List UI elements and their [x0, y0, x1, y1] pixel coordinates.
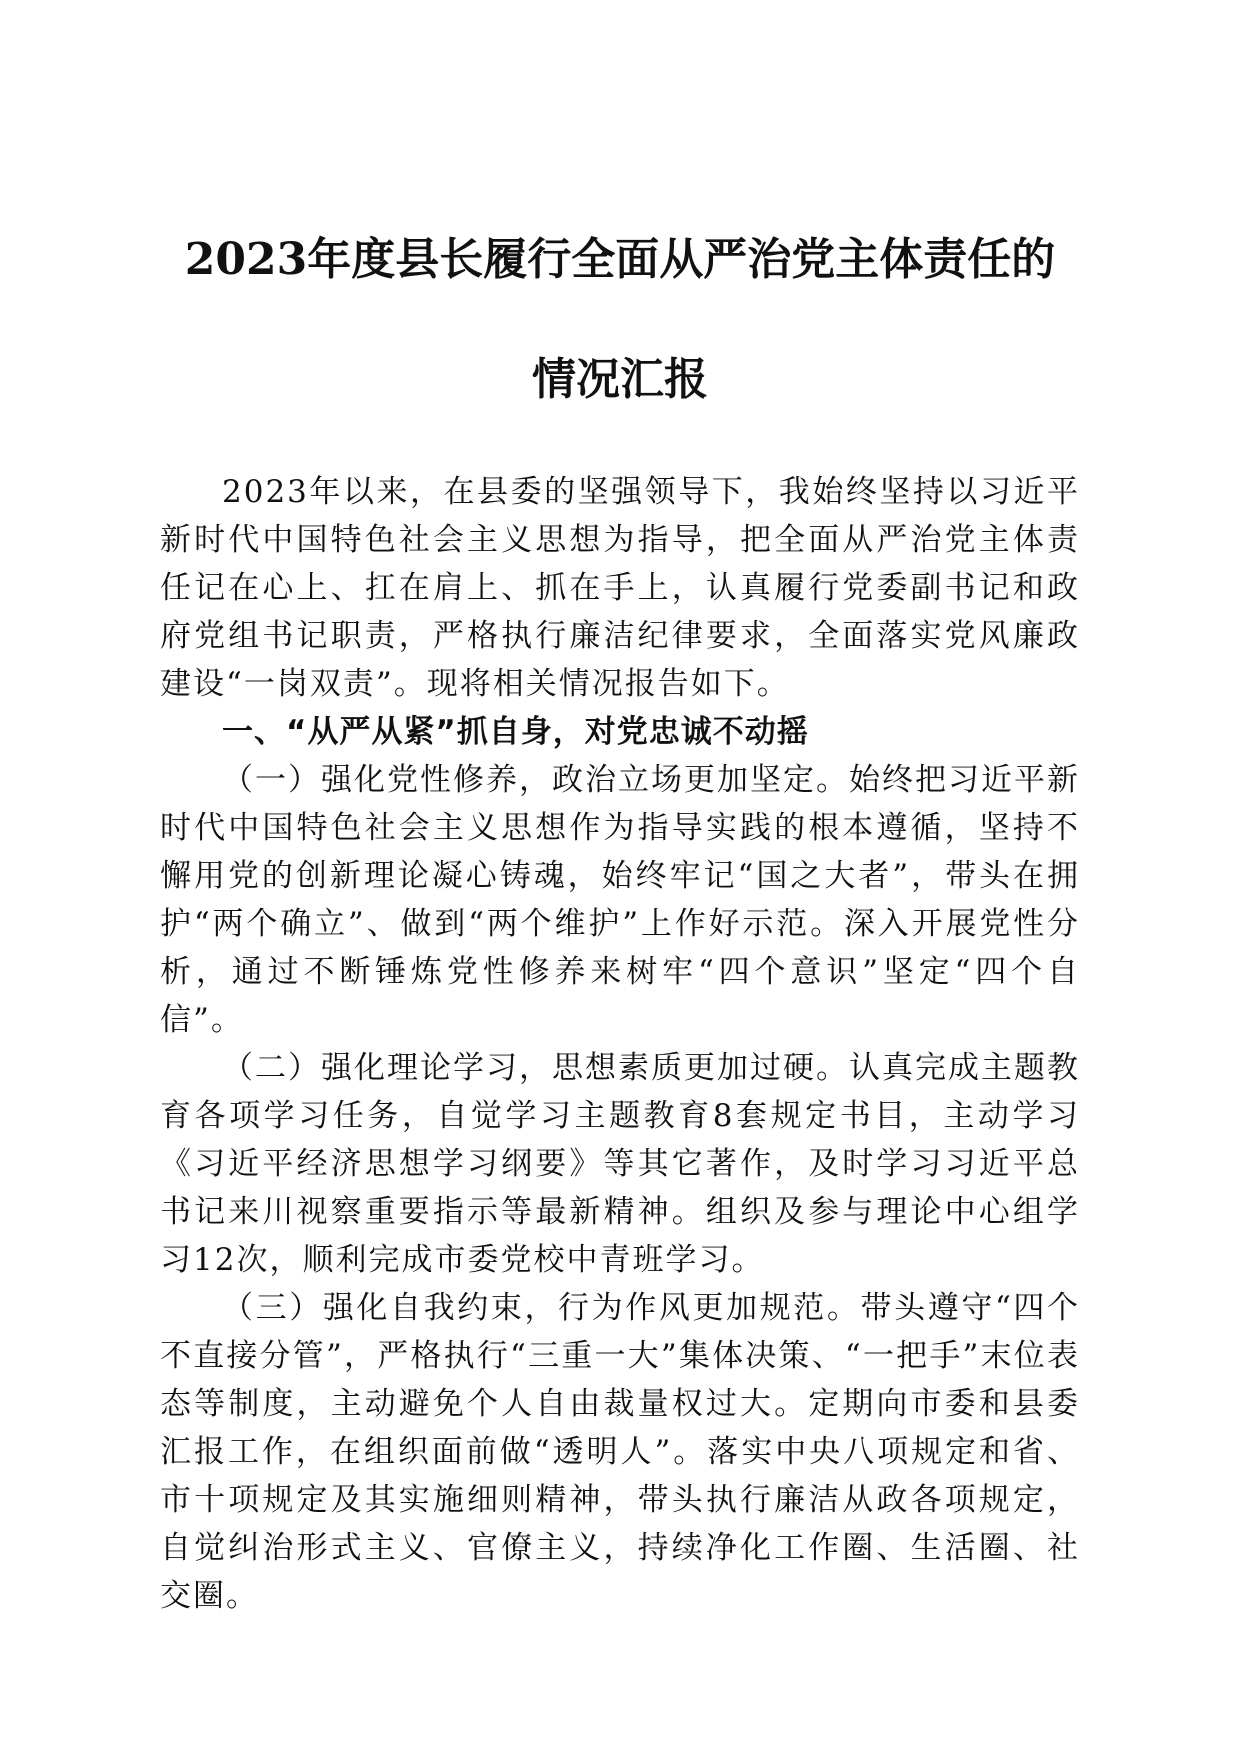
document-title-line-1: 2023年度县长履行全面从严治党主体责任的	[184, 234, 1056, 285]
section-heading-1: 一、“从严从紧”抓自身，对党忠诚不动摇	[222, 714, 809, 750]
paragraph-3-text: 带头遵守“四个不直接分管”，严格执行“三重一大”集体决策、“一把手”末位表态等制度，主动避免个人自由裁量权过大。定期向市委和县委汇报工作，在组织面前做“透明人”。落实中央八项规定和省、市十项规定及其实施细则精神，带头执行廉洁从政各项规定，自觉纠治形式主义、官僚主义，持续净化工作圈、生活圈、社交圈。	[160, 1290, 1080, 1614]
paragraph-3	[160, 1284, 1080, 1620]
paragraph-2	[160, 1044, 1080, 1284]
document-title-line-2: 情况汇报	[532, 354, 708, 405]
paragraph-3-lead: （三）强化自我约束，行为作风更加规范。	[222, 1290, 861, 1326]
intro-paragraph: 2023年以来，在县委的坚强领导下，我始终坚持以习近平新时代中国特色社会主义思想为指导，把全面从严治党主体责任记在心上、扛在肩上、抓在手上，认真履行党委副书记和政府党组书记职责，严格执行廉洁纪律要求，全面落实党风廉政建设“一岗双责”。现将相关情况报告如下。	[160, 474, 1080, 702]
paragraph-1	[160, 756, 1080, 1044]
paragraph-2-lead: （二）强化理论学习，思想素质更加过硬。	[222, 1050, 849, 1086]
document-body	[160, 468, 1080, 1620]
paragraph-2-text: 认真完成主题教育各项学习任务，自觉学习主题教育8套规定书目，主动学习《习近平经济思想学习纲要》等其它著作，及时学习习近平总书记来川视察重要指示等最新精神。组织及参与理论中心组学习12次，顺利完成市委党校中青班学习。	[160, 1050, 1080, 1278]
paragraph-1-text: 始终把习近平新时代中国特色社会主义思想作为指导实践的根本遵循，坚持不懈用党的创新理论凝心铸魂，始终牢记“国之大者”，带头在拥护“两个确立”、做到“两个维护”上作好示范。深入开展党性分析，通过不断锤炼党性修养来树牢“四个意识”坚定“四个自信”。	[160, 762, 1080, 1038]
paragraph-1-lead: （一）强化党性修养，政治立场更加坚定。	[222, 762, 849, 798]
